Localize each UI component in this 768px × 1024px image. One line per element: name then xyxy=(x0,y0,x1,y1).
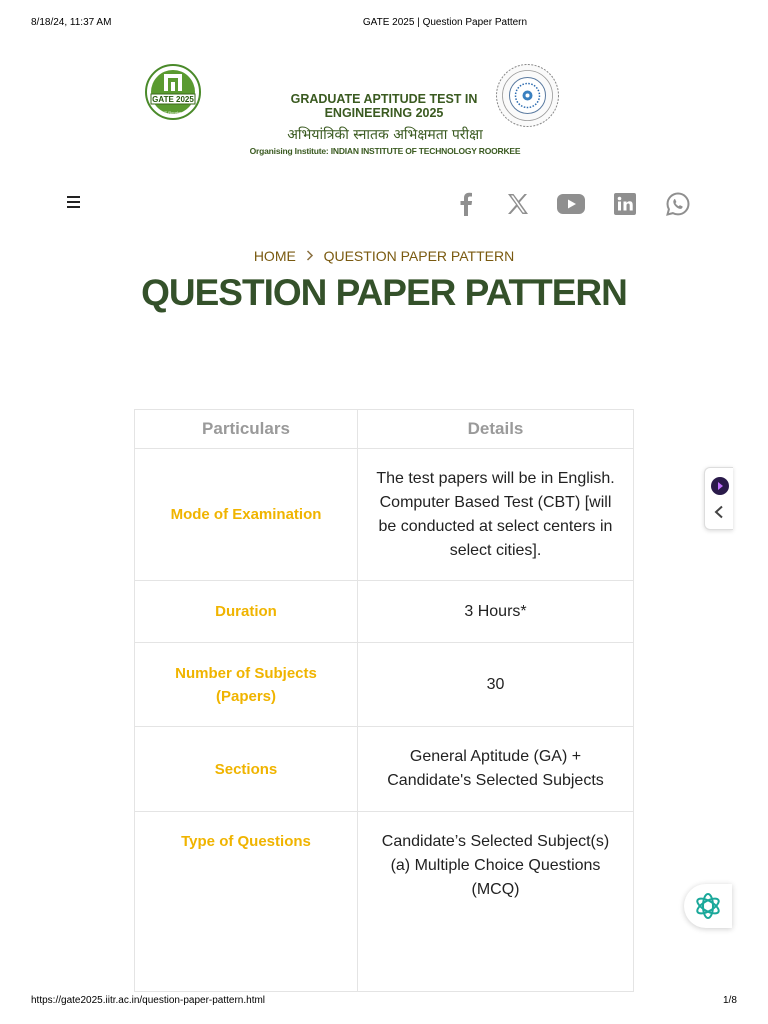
table-header: Particulars xyxy=(135,410,358,449)
svg-text:IIT Roorkee: IIT Roorkee xyxy=(162,110,184,115)
row-detail: The test papers will be in English. Computer Based Test (CBT) [will be conducted at select centers in select cities]. xyxy=(358,449,634,581)
iit-roorkee-seal[interactable] xyxy=(494,63,561,128)
row-label: Number of Subjects (Papers) xyxy=(135,643,358,727)
facebook-icon[interactable] xyxy=(452,190,480,218)
menu-icon[interactable] xyxy=(67,196,80,208)
logo-text: GATE 2025 xyxy=(152,95,194,104)
question-paper-pattern-table xyxy=(134,409,634,992)
breadcrumb-current: QUESTION PAPER PATTERN xyxy=(323,248,515,264)
print-page-number: 1/8 xyxy=(723,995,737,1006)
header-organiser: Organising Institute: INDIAN INSTITUTE OF TECHNOLOGY ROORKEE xyxy=(249,146,521,156)
print-url: https://gate2025.iitr.ac.in/question-paper-pattern.html xyxy=(31,995,266,1006)
breadcrumb xyxy=(0,248,768,264)
table-row xyxy=(135,643,634,727)
row-label: Type of Questions xyxy=(135,812,358,992)
page-title: QUESTION PAPER PATTERN xyxy=(141,272,627,313)
whatsapp-icon[interactable] xyxy=(664,190,692,218)
x-twitter-icon[interactable] xyxy=(504,190,532,218)
table-row xyxy=(135,812,634,992)
row-detail-line: (a) Multiple Choice Questions (MCQ) xyxy=(390,857,601,898)
row-label: Mode of Examination xyxy=(135,449,358,581)
print-doc-title: GATE 2025 | Question Paper Pattern xyxy=(362,17,528,28)
table-header: Details xyxy=(358,410,634,449)
youtube-icon[interactable] xyxy=(557,190,585,218)
row-detail: General Aptitude (GA) + Candidate's Selected Subjects xyxy=(358,727,634,812)
row-detail: 3 Hours* xyxy=(358,581,634,643)
row-detail xyxy=(358,812,634,992)
header-title xyxy=(268,92,500,120)
linkedin-icon[interactable] xyxy=(611,190,639,218)
table-row xyxy=(135,727,634,812)
extension-icon[interactable] xyxy=(711,477,729,495)
chevron-left-icon[interactable] xyxy=(713,504,725,523)
table-header-row xyxy=(135,410,634,449)
table-row xyxy=(135,581,634,643)
side-widget xyxy=(704,467,733,530)
print-datetime: 8/18/24, 11:37 AM xyxy=(31,17,112,28)
header-title-line1: GRADUATE APTITUDE TEST IN xyxy=(290,92,478,106)
header-title-line2: ENGINEERING 2025 xyxy=(324,106,444,120)
ai-assistant-icon[interactable] xyxy=(684,884,732,928)
breadcrumb-home[interactable]: HOME xyxy=(253,248,296,264)
row-label: Duration xyxy=(135,581,358,643)
chevron-right-icon xyxy=(306,248,314,264)
table-row xyxy=(135,449,634,581)
row-label: Sections xyxy=(135,727,358,812)
row-detail-line: Candidate’s Selected Subject(s) xyxy=(381,833,610,850)
gate-logo[interactable] xyxy=(143,64,204,121)
header-hindi-title: अभियांत्रिकी स्नातक अभिक्षमता परीक्षा xyxy=(287,127,483,143)
row-detail: 30 xyxy=(358,643,634,727)
